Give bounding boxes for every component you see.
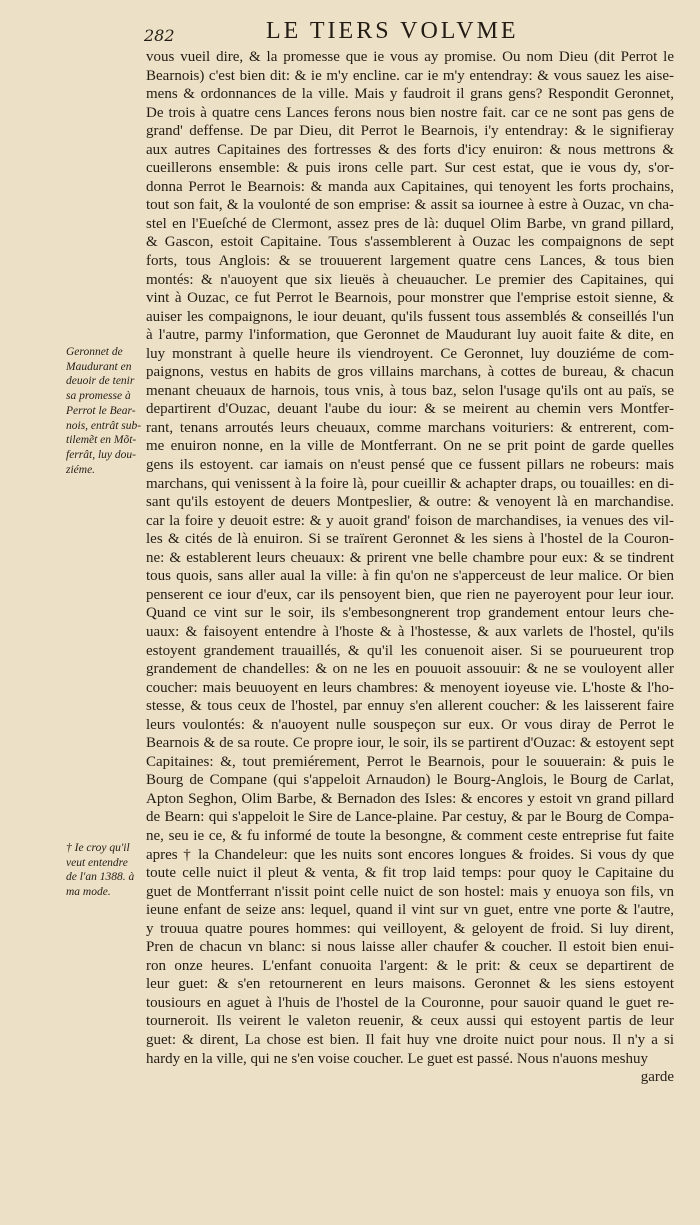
running-title: LE TIERS VOLVME (266, 18, 519, 44)
catchword: garde (640, 1069, 674, 1086)
text-line: mens & ordonnances de la ville. Mais y faudroit il grans gens? Respondit Geronnet, (146, 86, 674, 103)
text-line: vint à Ouzac, ce fut Perrot le Bearnois, pour monstrer que l'emprise estoit sienne, & (146, 290, 674, 307)
text-line: penserent ce iour d'eux, car ils pensoyent bien, que rien ne payeroyent pour leur iour. (146, 586, 674, 603)
text-line: marchans, qui venissent à la foire là, pour cueillir & achapter draps, ou touailles: en di- (146, 475, 674, 492)
text-line: estoyent grandement trauaillés, & qu'il les conuenoit aiser. Si se pourueurent trop (146, 642, 674, 659)
margin-note-line: veut entendre (66, 856, 128, 869)
margin-note-line: tilemẽt en Mõt- (66, 434, 137, 447)
text-line: toute celle nuict il pleut & venta, & fit trop laid temps: pour quoy le Capitaine du (146, 865, 674, 882)
text-line: y trouua quatre poures hommes: qui veilloyent, & geloyent de froid. Si luy dirent, (146, 920, 674, 937)
text-line: paignons, vestus en habits de gros villains marchans, à cottes de bureau, & chacun (146, 364, 674, 381)
text-line: hardy en la ville, qui ne s'en voise coucher. Le guet est passé. Nous n'auons meshuy (146, 1050, 648, 1067)
text-line: ieune enfant de seize ans: lequel, quand il vint sur vn guet, entre vne porte & l'autre, (146, 902, 674, 919)
text-line: Bourg de Compane (qui s'appeloit Arnaudon) le Bourg-Anglois, le Bourg de Carlat, (146, 772, 674, 789)
text-line: tout son fait, & la voulonté de son emprise: & assit sa iournee à estre à Ouzac, vn cha- (146, 197, 674, 214)
margin-note-line: deuoir de tenir (66, 375, 135, 388)
text-line: montés: & n'auoyent que six lieuës à cheuaucher. Le premier des Capitaines, qui (146, 271, 674, 288)
text-line: guet: & dirent, La chose est bien. Il fait huy vne droite nuict pour nous. Il n'y a si (146, 1031, 674, 1048)
page-header (140, 12, 680, 46)
text-line: auiser les compaignons, le iour deuant, qu'ils fussent tous assemblés & conseillés l'un (146, 308, 674, 325)
text-line: me enuiron nonne, en la ville de Montferrant. On ne se prit point de garde quelles (146, 438, 674, 455)
text-line: sant qu'ils estoyent de deuers Montpeslier, & outre: & venoyent là en marchandise. (146, 494, 674, 511)
text-line: & Gascon, estoit Capitaine. Tous s'assemblerent à Ouzac les compaignons de sept (146, 234, 674, 251)
margin-note-chandeleur (66, 841, 146, 900)
text-line: Capitaines: &, tout premiérement, Perrot le Bearnois, pour le souuerain: & puis le (146, 753, 674, 770)
margin-note-line: ferrât, luy dou- (66, 448, 136, 461)
margin-note-line: nois, entrât sub- (66, 419, 142, 432)
text-line: apres † la Chandeleur: que les nuits sont encores longues & froides. Si vous dy que (146, 846, 674, 863)
text-line: tourneroit. Ils veirent le valeton reuenir, & ceux aussi qui estoyent partis de leur (146, 1013, 674, 1030)
text-line: ron onze heures. L'enfant conuoita l'argent: & le prit: & ceux se departirent de (146, 957, 674, 974)
margin-note-geronnet (66, 345, 146, 477)
text-lines (146, 48, 674, 1068)
page-number: 282 (144, 26, 175, 45)
text-line: Bearnois & de sa route. Ce propre iour, le soir, ils se partirent d'Ouzac: & estoyent sept (146, 735, 674, 752)
text-line: departirent d'Ouzac, deuant l'aube du iour: & se meirent au chemin vers Montfer- (146, 401, 674, 418)
text-line: luy monstrant à quelle heure ils viendroyent. Ce Geronnet, luy douziéme de com- (146, 345, 674, 362)
text-line: de Bearn: qui s'appeloit le Sire de Lance-plaine. Par cestuy, & par le Bourg de Compa- (146, 809, 674, 826)
text-line: à l'autre, parmy l'information, que Geronnet de Maudurant luy auoit faite & dite, en (146, 327, 674, 344)
text-line: cueillerons ensemble: & puis irons celle part. Sur cest estat, que ie vous dy, s'or- (146, 160, 674, 177)
text-line: les & cités de là enuiron. Si se traïrent Geronnet & les siens à l'hostel de la Couron- (146, 531, 674, 548)
text-line: Bearnois) c'est bien dit: & ie m'y encline. car ie m'y entendray: & vous sauez les aise- (146, 67, 674, 84)
margin-note-line: Maudurant en (66, 360, 132, 373)
text-line: leur guet: & s'en retournerent en leurs maisons. Geronnet & les siens estoyent (146, 976, 674, 993)
text-line: menant cheuaux de harnois, tous vnis, à tous baz, selon l'usage qu'ils ont au païs, se (146, 382, 674, 399)
margin-note-line: de l'an 1388. à (66, 871, 135, 884)
text-line: grand' deffense. De par Dieu, dit Perrot le Bearnois, i'y entendray: & le signifieray (146, 123, 674, 140)
text-line: ne, seu ie ce, & fu informé de toute la besongne, & comment ceste entreprise fut faite (146, 827, 674, 844)
text-line: Apton Seghon, Olim Barbe, & Bernadon des Isles: & encores y estoit vn grand pillard (146, 790, 674, 807)
margin-note-line: ziéme. (66, 463, 96, 476)
text-line: leurs voulontés: & n'auoyent nulle souspeçon sur eux. Or vous diray de Perrot le (146, 716, 674, 733)
text-line: Pren de chacun vn blanc: si nous laisse aller chaufer & coucher. Il estoit bien enui- (146, 939, 674, 956)
text-line: tous quois, sans aller aual la ville: à fin qu'on ne s'apperceust de leur malice. Or bien (146, 568, 674, 585)
text-line: ne: & establerent leurs cheuaux: & prirent vne belle chambre pour eux: & se tindrent (146, 549, 674, 566)
text-line: car la foire y deuoit estre: & y auoit grand' foison de marchandises, ia venues des vil- (146, 512, 674, 529)
text-line: guet de Montferrant n'issit point celle nuict de son hostel: mais y enuoya son fils, vn (146, 883, 674, 900)
text-line: Quand ce vint sur le soir, ils s'embesongnerent trop grandement entour leurs che- (146, 605, 674, 622)
margin-note-line: Perrot le Bear- (66, 404, 136, 417)
margin-note-line: Geronnet de (66, 346, 123, 358)
text-line: donna Perrot le Bearnois: & manda aux Capitaines, qui tenoyent les forts prochains, (146, 178, 674, 195)
text-line: forts, tous Anglois: & se trouuerent largement quatre cens Lances, & tous bien (146, 253, 674, 270)
text-line: grandement de chandelles: & on ne les en pouuoit assouuir: & ne se vouloyent aller (146, 661, 674, 678)
text-line: stel en l'Eueſché de Clermont, assez pres de là: duquel Olim Barbe, vn grand pillard, (146, 215, 674, 232)
text-line: uaux: & faisoyent entendre à l'hoste & à l'hostesse, & aux varlets de l'hostel, qu'ils (146, 623, 674, 640)
text-line: vous vueil dire, & la promesse que ie vous ay promise. Ou nom Dieu (dit Perrot le (146, 49, 674, 65)
text-line: tousiours en aguet à l'huis de l'hostel de la Couronne, pour sauoir quand le guet re- (146, 994, 674, 1011)
text-line: gens ils estoyent. car iamais on n'eust pensé que ce fussent pillars ne robeurs: mais (146, 457, 674, 474)
body-text (146, 48, 674, 1087)
text-line: De trois à quatre cens Lances ferons nous bien nostre fait. car ce ne sont pas gens de (146, 104, 674, 121)
text-line: rant, tenans arroutés leurs cheuaux, comme marchans voituriers: & entrerent, com- (146, 419, 674, 436)
text-line: stesse, & tous ceux de l'hostel, par ennuy s'en allerent coucher: & les laisserent faire (146, 698, 674, 715)
text-line: aux autres Capitaines des fortresses & des forts d'icy enuiron: & nous mettrons & (146, 141, 674, 158)
margin-note-line: ma mode. (66, 886, 111, 899)
text-line: coucher: mais beuuoyent en leurs chambres: & menoyent ioyeuse vie. L'hoste & l'ho- (146, 679, 674, 696)
margin-note-line: sa promesse à (66, 390, 131, 403)
margin-note-line: † Ie croy qu'il (66, 842, 130, 854)
